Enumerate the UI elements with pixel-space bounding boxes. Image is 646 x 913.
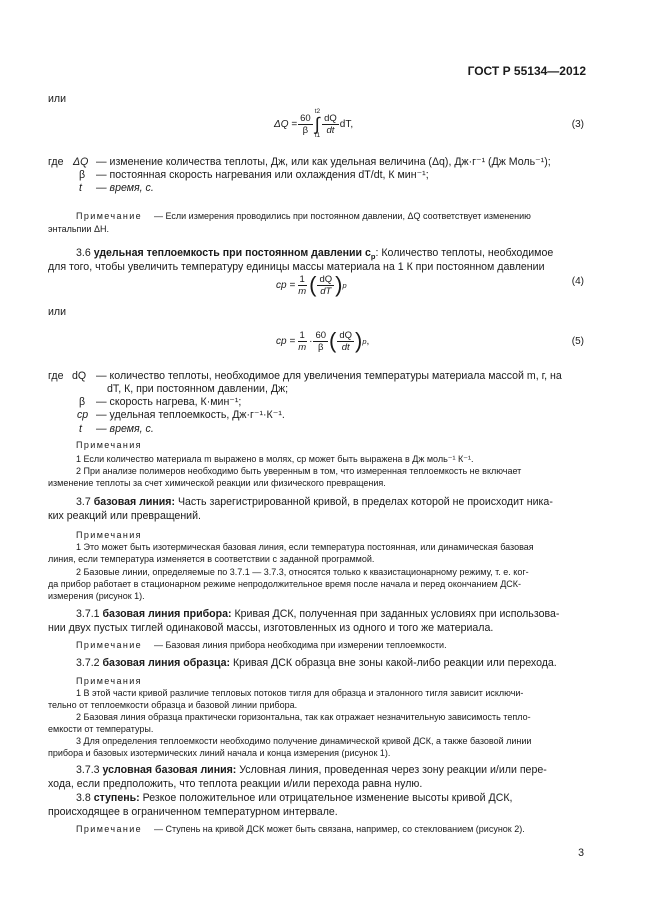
eq3-int-lower: t1 (314, 132, 321, 139)
defs1-beta-text: — постоянная скорость нагревания или охлаждения dT/dt, К мин⁻¹; (96, 169, 429, 181)
sec38-text: Резкое положительное или отрицательное изменение высоты кривой ДСК, (142, 792, 513, 804)
sec38-line1 (76, 791, 512, 805)
eq3-integral: t2 ∫ t1 (314, 108, 321, 139)
eq3-deriv-num: dQ (324, 112, 337, 124)
notes2-n2b: изменение теплоты за счет химической реакции или физического превращения. (48, 478, 386, 488)
notes3-label: Примечания (76, 530, 142, 540)
eq5-f2-num: 60 (315, 329, 327, 341)
eq3-lhs: ΔQ = (274, 118, 298, 130)
equation-4: cp = $\frac{1}{m}$ ( $\frac{dQ}{dT}$ ) p (276, 272, 347, 297)
sec36-term: удельная теплоемкость при постоянном давлении c (93, 247, 371, 259)
word-ili: или (48, 93, 67, 105)
word-ili-2: или (48, 306, 67, 318)
notes5-n3a: 3 Для определения теплоемкости необходимо получение динамической кривой ДСК, а также базовой линии (76, 736, 532, 746)
notes3-n2c: измерения (рисунок 1). (48, 591, 145, 601)
sec37-term: базовая линия: (93, 496, 175, 508)
defs1-beta-symbol: β (79, 169, 86, 181)
standard-id: ГОСТ Р 55134—2012 (467, 64, 586, 78)
equation-5: cp = $\frac{1}{m}$ · $\frac{60}{\beta}$ ( $\frac{dQ}{dt}$ ) p , (276, 328, 370, 353)
notes5-n3b: прибора и базовых изотермических линий начала и конца измерения (рисунок 1). (48, 748, 391, 758)
defs2-beta-symbol: β (79, 396, 86, 408)
note1-label: Примечание (76, 211, 143, 221)
sec38-term: ступень: (93, 792, 140, 804)
sec37-line2: ких реакций или превращений. (48, 510, 201, 522)
note1-text: — Если измерения проводились при постоянном давлении, ΔQ соответствует изменению (154, 211, 531, 221)
sec373-text: Условная линия, проведенная через зону реакции и/или пере- (239, 764, 547, 776)
sec371-term: базовая линия прибора: (102, 608, 232, 620)
defs2-dq-text1: — количество теплоты, необходимое для увеличения температуры материала массой m, г, на (96, 370, 562, 382)
eq4-f1-num: 1 (299, 273, 305, 285)
note6-text: — Ступень на кривой ДСК может быть связана, например, со стеклованием (рисунок 2). (154, 824, 525, 834)
eq3-coef-den: β (302, 124, 309, 136)
sec371-line2: нии двух пустых тиглей одинаковой массы, изготовленных из одного и того же материала. (48, 622, 494, 634)
notes3-n2b: да прибор работает в стационарном режиме непродолжительное время после начала и перед окончанием ДСК- (48, 579, 522, 589)
note4-label: Примечание (76, 640, 143, 650)
sec373-line2: хода, если предположить, что теплота реакции и/или перехода равна нулю. (48, 778, 423, 790)
defs2-cp-symbol: cp (77, 409, 89, 421)
eq4-f2-num: dQ (319, 273, 333, 285)
eq3-tail: dT, (339, 118, 354, 130)
notes5-n1a: 1 В этой части кривой различие тепловых потоков тигля для образца и эталонного тигля зависит исключи- (76, 688, 524, 698)
eq4-frac1 (296, 274, 308, 297)
notes2-label: Примечания (76, 440, 142, 450)
sec372-term: базовая линия образца: (102, 657, 231, 669)
eq5-lhs: cp = (276, 335, 296, 347)
sec38-line2: происходящее в ограниченном температурном интервале. (48, 806, 338, 818)
sec371-num: 3.7.1 (76, 608, 100, 620)
notes5-label: Примечания (76, 676, 142, 686)
eq5-frac3 (337, 330, 354, 353)
defs1-t-text: — время, с. (96, 182, 154, 194)
defs2-dq-text2: dT, К, при постоянном давлении, Дж; (107, 383, 289, 395)
notes2-n1: 1 Если количество материала m выражено в молях, cp может быть выражена в Дж моль⁻¹ К⁻¹. (76, 454, 474, 464)
notes3-n1a: 1 Это может быть изотермическая базовая линия, если температура постоянная, или динамическая базовая (76, 542, 534, 552)
sec373-line1 (76, 763, 547, 777)
sec37-text: Часть зарегистрированной кривой, в пределах которой не происходит ника- (177, 496, 553, 508)
page-number: 3 (578, 847, 584, 859)
defs1-gde: где (48, 156, 64, 168)
notes5-n2b: емкости от температуры. (48, 724, 154, 734)
sec36-line2: для того, чтобы увеличить температуру единицы массы материала на 1 К при постоянном давлении (48, 261, 545, 273)
eq5-f1-den: m (298, 341, 307, 353)
sec36-rest: : Количество теплоты, необходимое (375, 247, 554, 259)
defs2-gde: где (48, 370, 64, 382)
eq5-f3-den: dt (341, 341, 350, 353)
sec373-num: 3.7.3 (76, 764, 100, 776)
defs1-dq-text: — изменение количества теплоты, Дж, или как удельная величина (Δq), Дж·г⁻¹ (Дж Моль⁻¹); (96, 156, 551, 168)
eq3-deriv (322, 113, 339, 136)
eq3-coef (298, 113, 313, 136)
sec372-num: 3.7.2 (76, 657, 100, 669)
notes2-n2a: 2 При анализе полимеров необходимо быть уверенным в том, что измеренная теплоемкость не включает (76, 466, 522, 476)
defs2-dq-symbol: dQ (72, 370, 87, 382)
eq3-number: (3) (571, 119, 584, 130)
eq3-int-upper: t2 (314, 108, 321, 115)
defs1-t-symbol: t (79, 182, 82, 194)
note4-text: — Базовая линия прибора необходима при измерении теплоемкости. (154, 640, 447, 650)
sec38-num: 3.8 (76, 792, 91, 804)
sec37-line1 (76, 495, 553, 509)
sec371-text: Кривая ДСК, полученная при заданных условиях при использова- (234, 608, 560, 620)
eq5-frac1 (296, 330, 308, 353)
sec36-term-sub: p (370, 252, 376, 261)
eq4-f2-den: dT (320, 285, 332, 297)
notes5-n1b: тельно от теплоемкости образца и базовой линии прибора. (48, 700, 298, 710)
defs1-dq-symbol: ΔQ (73, 156, 89, 168)
eq4-f1-den: m (298, 285, 307, 297)
sec372-line1 (76, 656, 557, 670)
eq4-sub: p (342, 280, 347, 290)
eq5-f2-den: β (318, 341, 324, 353)
eq5-tail: , (366, 335, 370, 347)
sec373-term: условная базовая линия: (102, 764, 237, 776)
eq3-deriv-den: dt (326, 124, 335, 136)
equation-3 (274, 106, 353, 142)
eq4-number: (4) (571, 276, 584, 287)
eq5-number: (5) (571, 336, 584, 347)
note6-label: Примечание (76, 824, 143, 834)
eq5-frac2 (313, 330, 328, 353)
notes5-n2a: 2 Базовая линия образца практически горизонтальна, так как отражает незначительную зависимость тепло- (76, 712, 531, 722)
defs2-t-symbol: t (79, 423, 82, 435)
sec37-num: 3.7 (76, 496, 91, 508)
eq4-frac2 (317, 274, 334, 297)
eq5-f3-num: dQ (339, 329, 353, 341)
eq3-coef-num: 60 (300, 112, 311, 124)
notes3-n2a: 2 Базовые линии, определяемые по 3.7.1 — 3.7.3, относятся только к квазистационарному режиму, т. е. ког- (76, 567, 529, 577)
sec36-num: 3.6 (76, 247, 91, 259)
defs2-beta-text: — скорость нагрева, К·мин⁻¹; (96, 396, 242, 408)
eq5-f1-num: 1 (299, 329, 305, 341)
note1-text2: энтальпии ΔH. (48, 224, 109, 234)
sec372-text: Кривая ДСК образца вне зоны какой-либо реакции или перехода. (233, 657, 557, 669)
defs2-t-text: — время, с. (96, 423, 154, 435)
notes3-n1b: линия, если температура изменяется в соответствии с заданной программой. (48, 554, 375, 564)
eq5-sub: p (362, 336, 367, 346)
eq4-lhs: cp = (276, 279, 296, 291)
defs2-cp-text: — удельная теплоемкость, Дж·г⁻¹·К⁻¹. (96, 409, 285, 421)
sec371-line1 (76, 607, 559, 621)
